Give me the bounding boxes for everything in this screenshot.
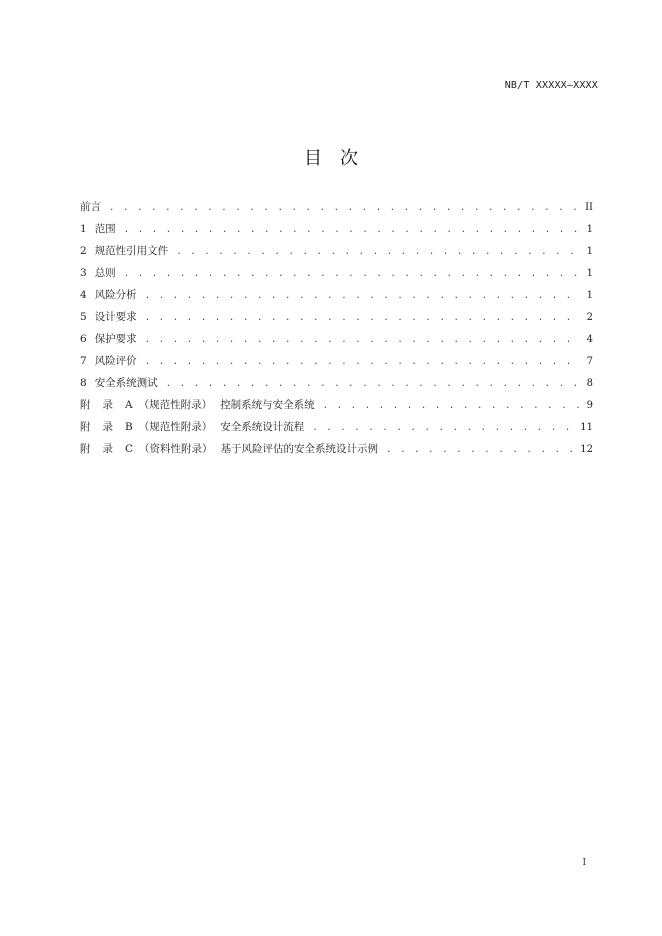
toc-entry-number: 8 <box>80 377 87 389</box>
toc-entry-number: 1 <box>80 223 87 235</box>
toc-leader-dots <box>166 377 579 391</box>
toc-entry-number: 3 <box>80 267 87 279</box>
toc-entry-label: 控制系统与安全系统 <box>220 399 315 411</box>
toc-entry-label: 规范性引用文件 <box>94 245 169 257</box>
toc-entry-protection-requirements[interactable] <box>80 332 593 354</box>
toc-entry-label: 基于风险评估的安全系统设计示例 <box>220 443 379 455</box>
toc-leader-dots <box>323 399 579 413</box>
toc-entry-label: 安全系统测试 <box>94 377 158 389</box>
toc-entry-label: 总则 <box>94 267 116 279</box>
toc-entry-normative-references[interactable] <box>80 244 593 266</box>
toc-entry-page: 1 <box>586 246 593 257</box>
toc-entry-scope[interactable] <box>80 222 593 244</box>
toc-leader-dots <box>109 201 579 215</box>
toc-leader-dots <box>176 245 579 259</box>
toc-entry-label: 风险分析 <box>94 289 137 301</box>
toc-entry-label: 前言 <box>80 201 101 213</box>
toc-entry-appendix-c[interactable] <box>80 442 593 464</box>
toc-leader-dots <box>386 443 576 457</box>
toc-entry-design-requirements[interactable] <box>80 310 593 332</box>
appendix-type: （规范性附录） <box>138 399 213 411</box>
toc-entry-page: 12 <box>580 444 593 455</box>
toc-entry-page: 1 <box>586 268 593 279</box>
toc-entry-appendix-a[interactable] <box>80 398 593 420</box>
toc-entry-safety-system-testing[interactable] <box>80 376 593 398</box>
toc-entry-number: 5 <box>80 311 87 323</box>
toc-entry-page: 8 <box>586 378 593 389</box>
toc-entry-page: II <box>585 202 593 213</box>
toc-entry-appendix-b[interactable] <box>80 420 593 442</box>
toc-entry-page: 11 <box>580 422 593 433</box>
toc-entry-page: 2 <box>586 312 593 323</box>
appendix-word: 附录 <box>80 443 125 455</box>
appendix-letter: C <box>125 443 134 455</box>
toc-leader-dots <box>145 311 579 325</box>
toc-leader-dots <box>145 355 579 369</box>
page-number: I <box>582 858 586 868</box>
appendix-word: 附录 <box>80 399 125 411</box>
toc-entry-label: 范围 <box>94 223 116 235</box>
toc-entry-number: 2 <box>80 245 87 257</box>
appendix-letter: B <box>125 421 133 433</box>
toc-leader-dots <box>312 421 576 435</box>
toc-entry-label: 安全系统设计流程 <box>220 421 305 433</box>
toc-entry-page: 9 <box>586 400 593 411</box>
appendix-letter: A <box>125 399 133 411</box>
appendix-type: （资料性附录） <box>139 443 213 455</box>
toc-entry-label: 设计要求 <box>94 311 137 323</box>
toc-entry-number: 4 <box>80 289 87 301</box>
appendix-type: （规范性附录） <box>138 421 213 433</box>
toc-entry-number: 7 <box>80 355 87 367</box>
toc-entry-page: 7 <box>586 356 593 367</box>
toc-leader-dots <box>145 289 579 303</box>
toc-entry-page: 4 <box>586 334 593 345</box>
toc-leader-dots <box>124 223 579 237</box>
toc-entry-general[interactable] <box>80 266 593 288</box>
toc-entry-risk-evaluation[interactable] <box>80 354 593 376</box>
toc-entry-label: 保护要求 <box>94 333 137 345</box>
toc-entry-page: 1 <box>586 290 593 301</box>
toc-entry-foreword[interactable] <box>80 200 593 222</box>
toc-list <box>80 200 593 464</box>
toc-entry-number: 6 <box>80 333 87 345</box>
appendix-word: 附录 <box>80 421 125 433</box>
standard-code: NB/T XXXXX—XXXX <box>504 80 598 91</box>
toc-entry-label: 风险评价 <box>94 355 137 367</box>
toc-leader-dots <box>145 333 579 347</box>
toc-title: 目次 <box>304 148 376 169</box>
toc-leader-dots <box>124 267 579 281</box>
toc-entry-risk-analysis[interactable] <box>80 288 593 310</box>
toc-entry-page: 1 <box>586 224 593 235</box>
